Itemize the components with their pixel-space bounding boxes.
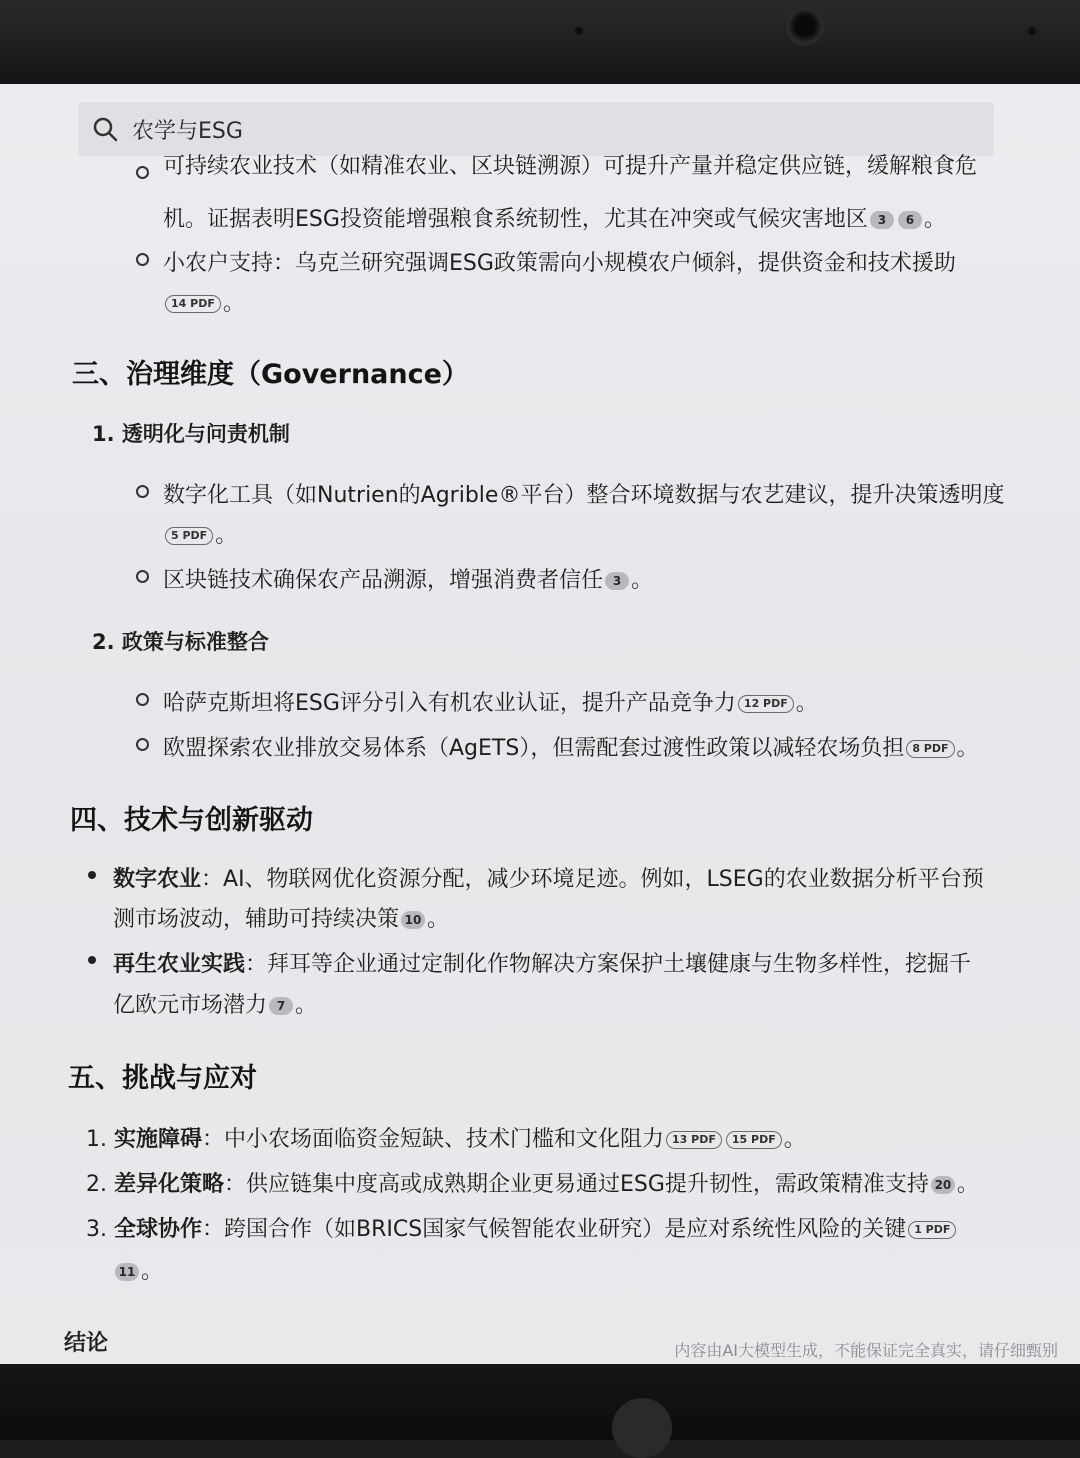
list-item-label: 数字化工具（如Nutrien的Agrible®平台）整合环境数据与农艺建议，提升决策透明度 [163, 483, 1005, 508]
punctuation: 。 [795, 691, 818, 716]
list-item-text [113, 947, 971, 978]
pdf-citation-badge[interactable]: 15 PDF [726, 1131, 782, 1149]
search-query[interactable]: 农学与ESG [132, 118, 243, 144]
numbered-item [86, 1122, 806, 1153]
punctuation: 。 [427, 907, 450, 932]
pdf-citation-badge[interactable]: 5 PDF [165, 527, 213, 545]
webcam [785, 6, 825, 46]
section-heading: 三、治理维度（Governance） [72, 359, 469, 390]
list-item-text [163, 518, 237, 549]
punctuation: 。 [141, 1259, 164, 1284]
cut-off-line [163, 154, 978, 179]
bezel-sensor [575, 27, 583, 35]
list-bullet [136, 253, 149, 266]
citation-badge[interactable]: 10 [401, 911, 425, 929]
list-item-text [163, 246, 956, 277]
list-bullet [136, 485, 149, 498]
list-item-label: ：中小农场面临资金短缺、技术门槛和文化阻力 [202, 1127, 665, 1152]
list-item-text [163, 478, 1004, 509]
subsection-heading: 2. 政策与标准整合 [92, 630, 269, 654]
list-item-term: 全球协作 [113, 1217, 202, 1242]
list-item-label: ：跨国合作（如BRICS国家气候智能农业研究）是应对系统性风险的关键 [202, 1217, 907, 1242]
citation-badge[interactable]: 3 [605, 572, 629, 590]
device-bottom-bezel [0, 1364, 1080, 1440]
item-number: 3. [86, 1217, 114, 1242]
punctuation: 。 [215, 523, 238, 548]
list-item-term: 差异化策略 [113, 1172, 224, 1197]
pdf-citation-badge[interactable]: 13 PDF [666, 1131, 722, 1149]
list-bullet [136, 570, 149, 583]
bezel-sensor [1028, 27, 1036, 35]
list-item-term: 实施障碍 [113, 1127, 202, 1152]
pdf-citation-badge[interactable]: 14 PDF [165, 295, 221, 313]
list-item-text [163, 286, 245, 317]
device-top-bezel [0, 0, 1080, 88]
punctuation: 。 [631, 568, 654, 593]
list-item-text [163, 202, 946, 233]
pdf-citation-badge[interactable]: 8 PDF [906, 740, 954, 758]
list-item-label: 测市场波动，辅助可持续决策 [113, 907, 400, 932]
list-item-text [163, 686, 818, 717]
item-number: 2. [86, 1172, 114, 1197]
list-item-text [163, 731, 979, 762]
numbered-item [86, 1167, 979, 1198]
citation-badge[interactable]: 7 [269, 997, 293, 1015]
list-item-text [113, 988, 317, 1019]
list-item-label: 小农户支持：乌克兰研究强调ESG政策需向小规模农户倾斜，提供资金和技术援助 [163, 251, 956, 276]
list-item-text [113, 862, 984, 893]
list-item-label: ：供应链集中度高或成熟期企业更易通过ESG提升韧性，需政策精准支持 [224, 1172, 929, 1197]
punctuation: 。 [923, 207, 946, 232]
ai-disclaimer: 内容由AI大模型生成，不能保证完全真实，请仔细甄别 [674, 1341, 1058, 1360]
citation-badge[interactable]: 11 [115, 1263, 139, 1281]
subsection-heading: 1. 透明化与问责机制 [92, 422, 290, 446]
citation-badge[interactable]: 3 [870, 211, 894, 229]
search-icon [92, 116, 118, 142]
list-item-text [113, 902, 449, 933]
search-bar[interactable] [78, 102, 994, 156]
list-item-label: ：AI、物联网优化资源分配，减少环境足迹。例如，LSEG的农业数据分析平台预 [201, 867, 984, 892]
numbered-item-continuation [113, 1254, 163, 1285]
list-bullet [88, 871, 96, 879]
numbered-item [86, 1212, 958, 1243]
list-item-label: 欧盟探索农业排放交易体系（AgETS），但需配套过渡性政策以减轻农场负担 [163, 736, 905, 761]
citation-badge[interactable]: 20 [931, 1176, 955, 1194]
list-bullet [136, 166, 149, 179]
brand-logo [612, 1398, 672, 1458]
section-heading: 四、技术与创新驱动 [70, 805, 313, 836]
list-item-label: 机。证据表明ESG投资能增强粮食系统韧性，尤其在冲突或气候灾害地区 [163, 207, 868, 232]
screen [0, 84, 1080, 1364]
pdf-citation-badge[interactable]: 1 PDF [908, 1221, 956, 1239]
list-item-label: 哈萨克斯坦将ESG评分引入有机农业认证，提升产品竞争力 [163, 691, 736, 716]
citation-badge[interactable]: 6 [898, 211, 922, 229]
item-number: 1. [86, 1127, 114, 1152]
punctuation: 。 [222, 291, 245, 316]
list-bullet [136, 738, 149, 751]
list-item-term: 再生农业实践 [113, 952, 246, 977]
list-bullet [136, 693, 149, 706]
punctuation: 。 [956, 1172, 979, 1197]
punctuation: 。 [783, 1127, 806, 1152]
section-heading: 五、挑战与应对 [68, 1063, 257, 1094]
list-item-term: 数字农业 [113, 867, 202, 892]
list-item-text [163, 563, 653, 594]
punctuation: 。 [295, 993, 318, 1018]
pdf-citation-badge[interactable]: 12 PDF [738, 695, 794, 713]
list-item-label: 区块链技术确保农产品溯源，增强消费者信任 [163, 568, 604, 593]
list-bullet [88, 956, 96, 964]
punctuation: 。 [956, 736, 979, 761]
cut-off-text: 可持续农业技术（如精准农业、区块链溯源）可提升产量并稳定供应链，缓解粮食危 [163, 154, 978, 179]
list-item-label: ：拜耳等企业通过定制化作物解决方案保护土壤健康与生物多样性，挖掘千 [245, 952, 972, 977]
cut-off-heading: 结论 [64, 1331, 109, 1356]
list-item-label: 亿欧元市场潜力 [113, 993, 268, 1018]
